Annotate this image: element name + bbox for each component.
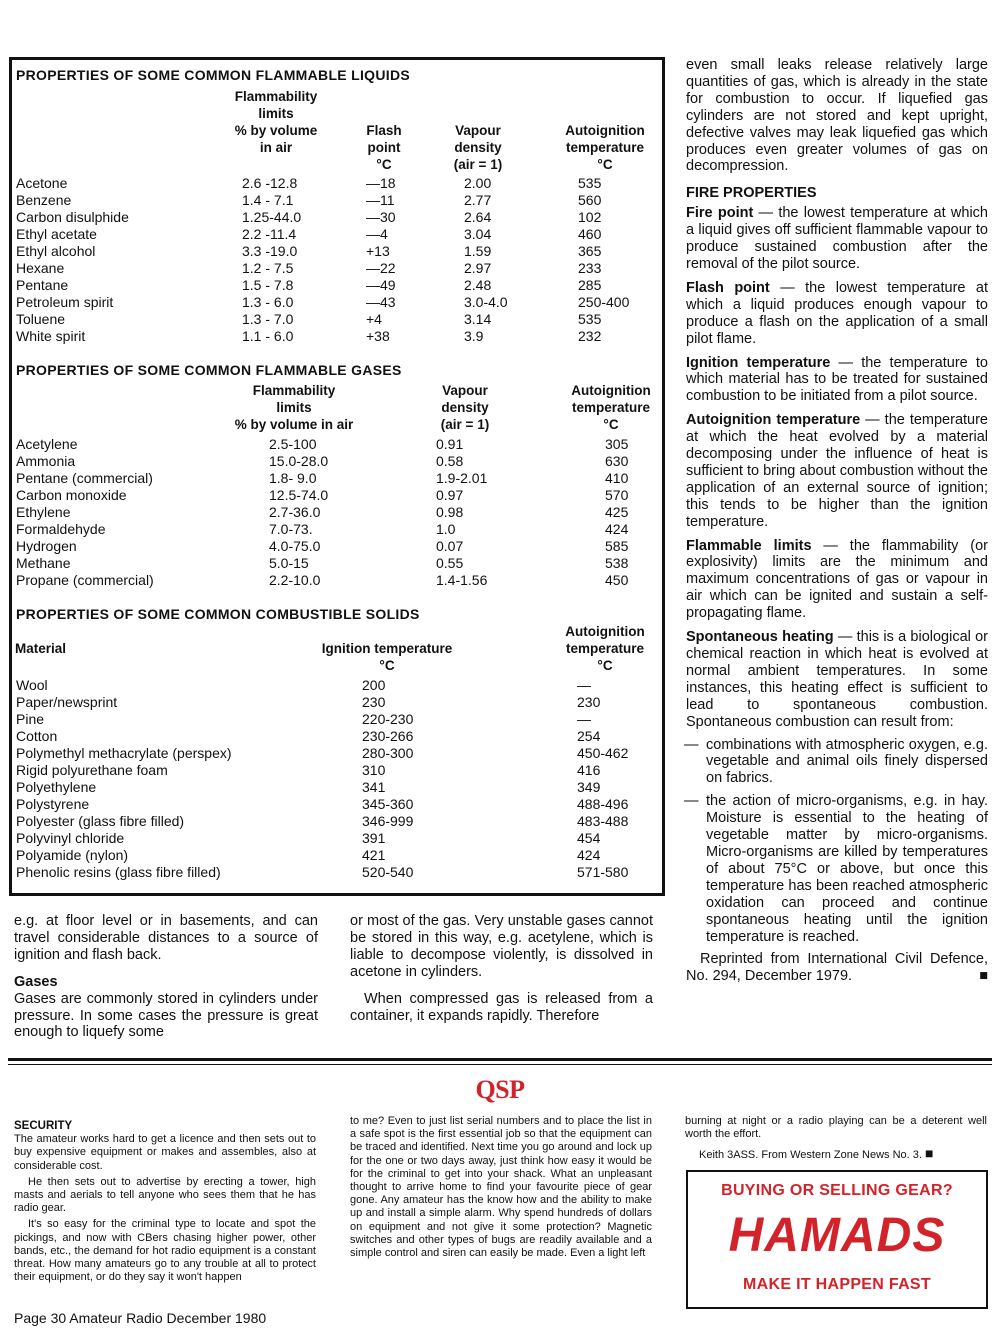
security-heading: SECURITY [14, 1120, 73, 1132]
row-label: Polyester (glass fibre filled) [16, 813, 185, 829]
row-value: 305 [605, 436, 629, 452]
row-value: 488-496 [577, 796, 629, 812]
row-label: Pentane (commercial) [16, 470, 153, 486]
row-label: Ethyl acetate [16, 226, 97, 242]
row-value: 424 [605, 521, 629, 537]
row-value: 450-462 [577, 745, 629, 761]
row-value: 520-540 [362, 864, 414, 880]
row-value: 280-300 [362, 745, 414, 761]
row-value: 3.04 [464, 226, 492, 242]
gases-subheading: Gases [14, 973, 58, 990]
row-label: Petroleum spirit [16, 294, 114, 310]
row-value: 2.48 [464, 277, 492, 293]
row-value: 4.0-75.0 [269, 538, 321, 554]
row-label: Cotton [16, 728, 58, 744]
article-column-1 [14, 913, 318, 1041]
ad-tagline: MAKE IT HAPPEN FAST [743, 1276, 931, 1293]
hamads-advert[interactable] [686, 1170, 988, 1309]
row-value: 460 [578, 226, 602, 242]
row-value: 250-400 [578, 294, 630, 310]
row-value: —11 [366, 192, 395, 208]
row-value: +38 [366, 328, 390, 344]
article-paragraph-1: e.g. at floor level or in basements, and can travel considerable distances to a source of ignition and flash back. [14, 913, 318, 963]
flammable-limits-definition: Flammable limits — the flammability (or explosivity) limits are the minimum and maximum concentrations of gas or vapour in air which can be ignited and sustain a self-propagating flame. [686, 537, 988, 622]
solids-material-header: Material [15, 641, 67, 656]
row-value: 0.55 [436, 555, 464, 571]
row-value: 2.2-10.0 [269, 572, 321, 588]
row-value: +4 [366, 311, 382, 327]
row-value: 341 [362, 779, 386, 795]
intro-paragraph: even small leaks release relatively large quantities of gas, which is already in the state for combustion to occur. If liquefied gas cylinders are not stored and kept upright, defective valves may leak liquefied gas which produces even greater volumes of gas on decompression. [686, 57, 988, 175]
flash-point-definition: Flash point — the lowest temperature at which a liquid produces enough vapour to produce a flash on the application of a small pilot flame. [686, 279, 988, 347]
liquids-flash-header: Flash point °C [366, 123, 402, 172]
row-label: Hexane [16, 260, 65, 276]
row-label: Ethylene [16, 504, 71, 520]
row-value: 2.5-100 [269, 436, 317, 452]
page-footer: Page 30 Amateur Radio December 1980 [14, 1310, 267, 1326]
row-value: 285 [578, 277, 602, 293]
row-label: Pine [16, 711, 45, 727]
row-value: 200 [362, 677, 386, 693]
row-value: 349 [577, 779, 601, 795]
row-label: Hydrogen [16, 538, 77, 554]
solids-autoignition-header: Autoignition temperature °C [565, 624, 645, 673]
row-value: 1.4 - 7.1 [242, 192, 294, 208]
row-label: Polystyrene [16, 796, 90, 812]
liquids-table-title: PROPERTIES OF SOME COMMON FLAMMABLE LIQUIDS [16, 67, 411, 83]
solids-table-title: PROPERTIES OF SOME COMMON COMBUSTIBLE SOLIDS [16, 606, 420, 622]
reprint-credit: Reprinted from International Civil Defence, No. 294, December 1979. ■ [686, 951, 988, 985]
row-label: Ethyl alcohol [16, 243, 96, 259]
row-value: 410 [605, 470, 629, 486]
row-label: Propane (commercial) [16, 572, 154, 588]
bullet-item-micro-organisms: — the action of micro-organisms, e.g. in hay. Moisture is essential to the heating of vegetable matter by micro-organisms. Micro-organisms are killed by temperatures of about 75°C or above, but once this temperature has been reached atmospheric oxidation can proceed and continue spontaneous heating until the ignition temperature is reached. [684, 793, 988, 945]
row-value: 230 [577, 694, 601, 710]
row-value: 560 [578, 192, 602, 208]
gases-table-title: PROPERTIES OF SOME COMMON FLAMMABLE GASES [16, 362, 402, 378]
row-label: Paper/newsprint [16, 694, 118, 710]
row-value: 365 [578, 243, 602, 259]
row-value: 0.91 [436, 436, 464, 452]
qsp-paragraph-3: It's so easy for the criminal type to locate and spot the pickings, and now with CBers chasing higher power, other bands, etc., the demand for hot radio equipment is a constant threat. How many amateurs go to any trouble at all to protect their equipment, or do they say it won't happen [14, 1218, 316, 1284]
qsp-paragraph-4: to me? Even to just list serial numbers and to place the list in a safe spot is the first essential job so that the equipment can be traced and identified. Next time you go around and lock up for the one or two days away, just think how easy it would be for the criminal to get into your shack. What an unpleasant thought to arrive home to find your favourite piece of gear gone. Any amateur has the know how and the ability to make up and install a simple alarm. Why spend hundreds of dollars on equipment and not give it some protection? Magnetic switches and other types of bugs are readily available and a simple control and siren can easily be made. Even a light left [350, 1115, 652, 1260]
row-value: 3.0-4.0 [464, 294, 508, 310]
section-divider-thin [8, 1064, 992, 1065]
autoignition-definition: Autoignition temperature — the temperature at which the heat evolved by a material decomposing under the influence of heat is sufficient to bring about combustion without the application of an external source of ignition; this tends to be higher than the ignition temperature. [686, 412, 989, 530]
row-value: 2.77 [464, 192, 492, 208]
row-value: — [577, 677, 591, 693]
row-label: Wool [16, 677, 48, 693]
row-value: 454 [577, 830, 601, 846]
row-value: 102 [578, 209, 602, 225]
article-column-2 [350, 913, 653, 1024]
row-label: Acetylene [16, 436, 78, 452]
row-value: —18 [366, 175, 396, 191]
row-label: White spirit [16, 328, 86, 344]
row-value: 1.3 - 6.0 [242, 294, 294, 310]
fire-point-definition: Fire point — the lowest temperature at which a liquid gives off sufficient flammable vapour to produce sustained combustion after the removal of the pilot source. [686, 205, 988, 272]
right-column-article [686, 57, 988, 985]
ad-headline: BUYING OR SELLING GEAR? [721, 1182, 953, 1199]
qsp-column-2 [350, 1115, 652, 1260]
row-value: 233 [578, 260, 602, 276]
qsp-column-3 [685, 1115, 987, 1163]
row-value: 7.0-73. [269, 521, 313, 537]
row-value: 254 [577, 728, 601, 744]
row-label: Toluene [16, 311, 66, 327]
row-label: Formaldehyde [16, 521, 106, 537]
qsp-paragraph-1: The amateur works hard to get a licence and then sets out to buy expensive equipment or makes and assembles, also at considerable cost. [14, 1133, 316, 1172]
row-value: 421 [362, 847, 386, 863]
row-value: 425 [605, 504, 629, 520]
row-label: Pentane [16, 277, 69, 293]
row-value: — [577, 711, 591, 727]
row-label: Phenolic resins (glass fibre filled) [16, 864, 221, 880]
row-value: —43 [366, 294, 396, 310]
row-value: 2.6 -12.8 [242, 175, 298, 191]
row-value: 0.58 [436, 453, 464, 469]
row-value: 0.98 [436, 504, 464, 520]
row-value: 12.5-74.0 [269, 487, 329, 503]
end-mark-icon: ■ [979, 968, 988, 985]
solids-ignition-header: Ignition temperature °C [321, 641, 453, 673]
liquids-vapour-header: Vapour density (air = 1) [453, 123, 503, 172]
spontaneous-heating-definition: Spontaneous heating — this is a biological or chemical reaction in which heat is evolved at normal ambient temperatures. In some instances, this heating effect is sufficient to lead to spontaneous combustion. Spontaneous combustion can result from: [686, 629, 989, 730]
article-paragraph-3: or most of the gas. Very unstable gases cannot be stored in this way, e.g. acetylene, which is liable to decompose violently, is dissolved in acetone in cylinders. [350, 913, 653, 980]
row-label: Polyethylene [16, 779, 97, 795]
row-value: 3.9 [464, 328, 484, 344]
hamads-logo: HAMADS [728, 1209, 946, 1262]
row-value: 345-360 [362, 796, 414, 812]
row-value: 3.14 [464, 311, 492, 327]
row-value: 416 [577, 762, 601, 778]
row-value: 1.2 - 7.5 [242, 260, 294, 276]
row-value: 1.8- 9.0 [269, 470, 317, 486]
row-label: Rigid polyurethane foam [16, 762, 168, 778]
qsp-column-1 [14, 1120, 316, 1284]
row-value: 535 [578, 175, 602, 191]
row-value: 1.5 - 7.8 [242, 277, 294, 293]
qsp-paragraph-5: burning at night or a radio playing can be a deterent well worth the effort. [685, 1115, 987, 1141]
row-value: —49 [366, 277, 396, 293]
row-value: 1.0 [436, 521, 456, 537]
end-mark-icon: ■ [925, 1145, 934, 1162]
row-label: Carbon disulphide [16, 209, 129, 225]
row-value: 585 [605, 538, 629, 554]
row-value: 450 [605, 572, 629, 588]
row-label: Polyvinyl chloride [16, 830, 125, 846]
row-value: 571-580 [577, 864, 629, 880]
row-value: 2.7-36.0 [269, 504, 321, 520]
row-value: 2.2 -11.4 [242, 226, 297, 242]
row-label: Carbon monoxide [16, 487, 127, 503]
row-value: 630 [605, 453, 629, 469]
row-value: 346-999 [362, 813, 414, 829]
row-value: 232 [578, 328, 602, 344]
row-label: Acetone [16, 175, 68, 191]
fire-properties-heading: FIRE PROPERTIES [686, 185, 817, 202]
row-value: 230-266 [362, 728, 414, 744]
section-divider [8, 1058, 992, 1061]
row-value: 230 [362, 694, 386, 710]
row-value: 483-488 [577, 813, 629, 829]
row-value: 1.3 - 7.0 [242, 311, 294, 327]
row-value: 2.64 [464, 209, 492, 225]
row-value: 1.59 [464, 243, 492, 259]
row-value: 15.0-28.0 [269, 453, 329, 469]
gases-autoignition-header: Autoignition temperature °C [571, 383, 651, 432]
row-value: 538 [605, 555, 629, 571]
row-label: Polymethyl methacrylate (perspex) [16, 745, 232, 761]
row-value: —4 [366, 226, 388, 242]
row-label: Polyamide (nylon) [16, 847, 129, 863]
article-paragraph-2: Gases are commonly stored in cylinders under pressure. In some cases the pressure is great enough to liquefy some [14, 990, 318, 1041]
row-value: 2.00 [464, 175, 492, 191]
row-value: 310 [362, 762, 386, 778]
row-value: 220-230 [362, 711, 414, 727]
qsp-credit: Keith 3ASS. From Western Zone News No. 3. ■ [699, 1145, 934, 1162]
gases-vapour-header: Vapour density (air = 1) [440, 383, 490, 432]
row-value: 1.25-44.0 [242, 209, 302, 225]
row-value: 3.3 -19.0 [242, 243, 298, 259]
row-label: Methane [16, 555, 71, 571]
row-value: 570 [605, 487, 629, 503]
row-value: 1.4-1.56 [436, 572, 488, 588]
qsp-paragraph-2: He then sets out to advertise by erecting a tower, high masts and aerials to tell anyone who sees them that he has radio gear. [14, 1175, 316, 1215]
row-label: Ammonia [16, 453, 76, 469]
row-value: 535 [578, 311, 602, 327]
row-value: 0.07 [436, 538, 464, 554]
liquids-limits-header: Flammability limits % by volume in air [234, 89, 318, 155]
qsp-logo: QSP [475, 1075, 525, 1104]
row-value: —30 [366, 209, 396, 225]
ignition-temperature-definition: Ignition temperature — the temperature to which material has to be treated for sustained combustion to be initiated from a pilot source. [686, 354, 988, 405]
row-value: —22 [366, 260, 396, 276]
row-value: +13 [366, 243, 390, 259]
row-value: 424 [577, 847, 601, 863]
gases-limits-header: Flammability limits % by volume in air [234, 383, 354, 432]
row-value: 5.0-15 [269, 555, 309, 571]
row-label: Benzene [16, 192, 72, 208]
row-value: 2.97 [464, 260, 492, 276]
row-value: 391 [362, 830, 386, 846]
article-paragraph-4: When compressed gas is released from a container, it expands rapidly. Therefore [350, 990, 653, 1024]
bullet-item-oxygen: — combinations with atmospheric oxygen, e.g. vegetable and animal oils finely dispersed on fabrics. [684, 736, 988, 787]
liquids-autoignition-header: Autoignition temperature °C [565, 123, 645, 172]
row-value: 1.1 - 6.0 [242, 328, 294, 344]
row-value: 1.9-2.01 [436, 470, 488, 486]
row-value: 0.97 [436, 487, 464, 503]
